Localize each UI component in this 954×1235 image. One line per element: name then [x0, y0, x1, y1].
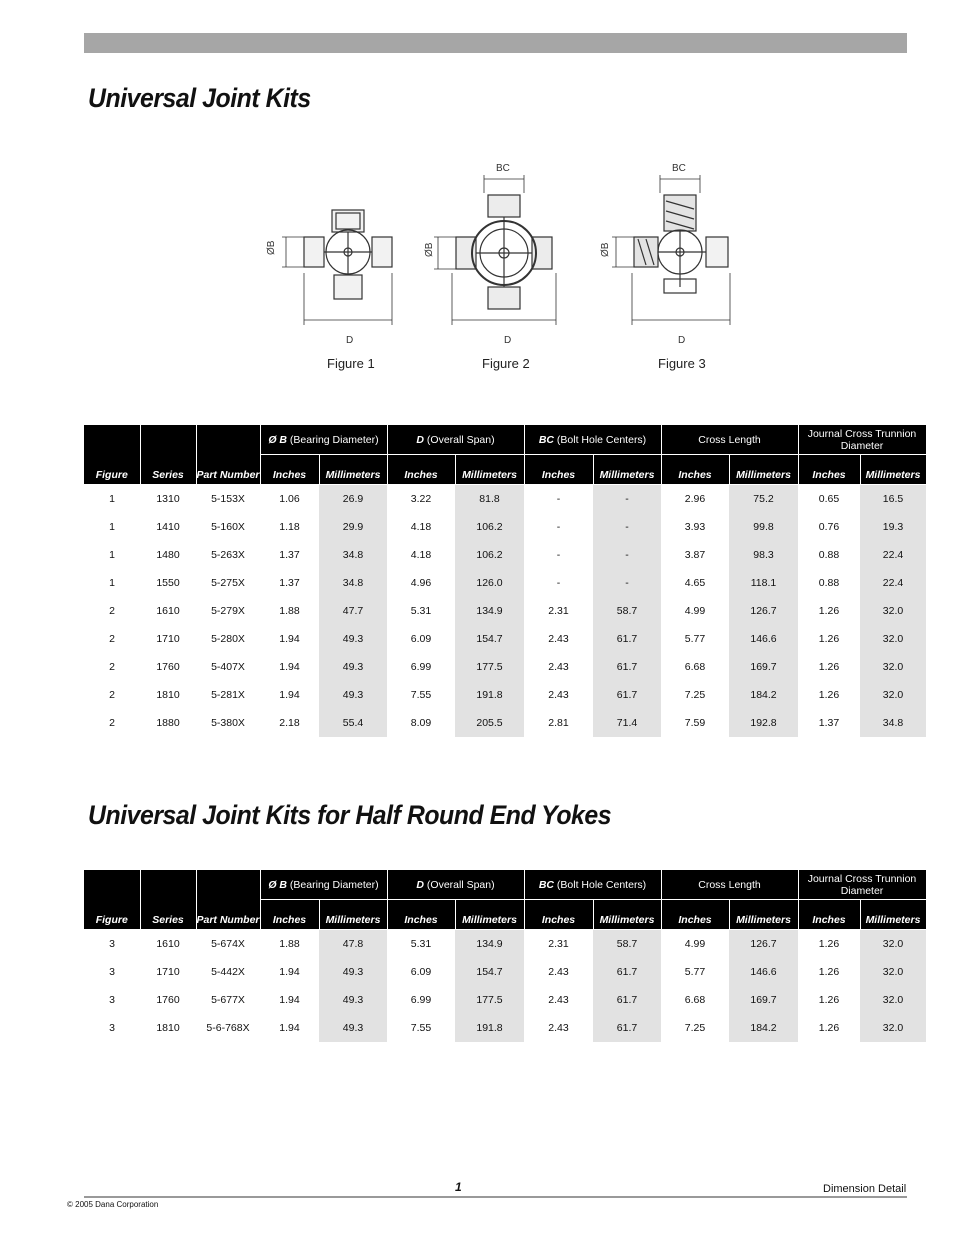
table-cell: 2.43	[548, 1022, 569, 1034]
sub-millimeters: Millimeters	[455, 455, 524, 485]
table-cell: 34.8	[319, 569, 387, 597]
table-cell: 0.65	[818, 493, 840, 505]
table-cell: 1710	[156, 966, 180, 978]
table-cell: 32.0	[860, 1014, 926, 1042]
table-cell: 1710	[156, 633, 180, 645]
table-cell: 5.77	[684, 966, 706, 978]
table-cell: 3	[109, 938, 115, 950]
sub-inches: Inches	[260, 455, 319, 485]
table-cell: 61.7	[593, 625, 661, 653]
table-cell: 5.31	[410, 938, 432, 950]
table-cell: 16.5	[860, 485, 926, 514]
group-overall-span: D (Overall Span)	[387, 425, 524, 455]
table-cell: 49.3	[319, 625, 387, 653]
table-cell: 61.7	[593, 681, 661, 709]
table-cell: 32.0	[860, 653, 926, 681]
table-cell: 49.3	[319, 681, 387, 709]
fig2-bc-label: BC	[496, 163, 510, 174]
table-cell: 32.0	[860, 625, 926, 653]
sub-millimeters: Millimeters	[319, 455, 387, 485]
table-cell: 32.0	[860, 930, 926, 959]
table-cell: 3.93	[684, 521, 706, 533]
table-cell: -	[556, 549, 561, 561]
table-cell: 8.09	[410, 717, 432, 729]
sub-inches: Inches	[387, 900, 455, 930]
table-cell: 2.43	[548, 689, 569, 701]
fig1-b-label: ØB	[266, 240, 277, 255]
table-cell: 1.26	[818, 661, 840, 673]
table-cell: 1.94	[279, 661, 300, 673]
table-cell: 19.3	[860, 513, 926, 541]
table-cell: 7.59	[684, 717, 706, 729]
sub-inches: Inches	[524, 900, 593, 930]
sub-millimeters: Millimeters	[593, 455, 661, 485]
table-cell: 7.25	[684, 1022, 706, 1034]
table-cell: 2	[109, 605, 115, 617]
table-cell: 134.9	[455, 597, 524, 625]
table-cell: 6.09	[410, 966, 432, 978]
table-cell: 61.7	[593, 958, 661, 986]
table-cell: 1.26	[818, 1022, 840, 1034]
table-row	[84, 653, 926, 681]
table-cell: 1.94	[279, 689, 300, 701]
table-row	[84, 513, 926, 541]
table-cell: 1410	[156, 521, 180, 533]
table-cell: 81.8	[455, 485, 524, 514]
table-cell: 3.22	[410, 493, 432, 505]
table-cell: 1810	[156, 1022, 180, 1034]
table-cell: 154.7	[455, 625, 524, 653]
table-cell: 2.43	[548, 633, 569, 645]
table-cell: 106.2	[455, 541, 524, 569]
fig3-b-label: ØB	[600, 242, 611, 257]
table-cell: 49.3	[319, 958, 387, 986]
table-row	[84, 541, 926, 569]
group-bearing-diameter: Ø B (Bearing Diameter)	[260, 425, 387, 455]
table-cell: 1760	[156, 994, 180, 1006]
table-cell: 2.43	[548, 661, 569, 673]
sub-millimeters: Millimeters	[455, 900, 524, 930]
table-cell: 5-263X	[211, 549, 245, 561]
figure-2-drawing	[434, 175, 556, 325]
figure-2-caption: Figure 2	[482, 356, 530, 371]
table-cell: 61.7	[593, 1014, 661, 1042]
table-cell: 5-407X	[211, 661, 245, 673]
table-cell: 3	[109, 966, 115, 978]
table-cell: 34.8	[319, 541, 387, 569]
table-cell: 1.88	[279, 605, 300, 617]
table-cell: 184.2	[729, 681, 798, 709]
half-round-end-yokes-table	[84, 870, 927, 1042]
table-cell: 169.7	[729, 653, 798, 681]
col-series: Series	[140, 425, 196, 485]
sub-inches: Inches	[387, 455, 455, 485]
table-row	[84, 681, 926, 709]
table-cell: 5-6-768X	[206, 1022, 250, 1034]
table-cell: 0.88	[818, 577, 840, 589]
fig2-b-label: ØB	[424, 242, 435, 257]
group-journal-diameter: Journal Cross Trunnion Diameter	[798, 425, 926, 455]
table-cell: 58.7	[593, 930, 661, 959]
table-cell: 191.8	[455, 1014, 524, 1042]
table-cell: 4.96	[410, 577, 432, 589]
table-cell: 2.96	[684, 493, 706, 505]
table-cell: 2.18	[279, 717, 300, 729]
footer-rule	[84, 1196, 907, 1198]
table-cell: 1.26	[818, 994, 840, 1006]
table-cell: 6.68	[684, 994, 706, 1006]
table-cell: 184.2	[729, 1014, 798, 1042]
table-cell: 5-280X	[211, 633, 245, 645]
table-cell: 22.4	[860, 569, 926, 597]
group-overall-span: D (Overall Span)	[387, 870, 524, 900]
table-cell: -	[556, 493, 561, 505]
table-cell: 177.5	[455, 986, 524, 1014]
col-part-number: Part Number	[196, 870, 260, 930]
table-row	[84, 1014, 926, 1042]
sub-millimeters: Millimeters	[860, 455, 926, 485]
table-cell: 126.7	[729, 597, 798, 625]
table-cell: 3	[109, 994, 115, 1006]
table-cell: 1.18	[279, 521, 300, 533]
table-cell: 1.26	[818, 689, 840, 701]
table-cell: 5.77	[684, 633, 706, 645]
table-cell: 146.6	[729, 958, 798, 986]
table-cell: 192.8	[729, 709, 798, 737]
table-cell: 4.99	[684, 605, 706, 617]
table-cell: -	[593, 541, 661, 569]
table-cell: 1310	[156, 493, 180, 505]
table-cell: 47.7	[319, 597, 387, 625]
table-cell: 32.0	[860, 597, 926, 625]
page-number: 1	[455, 1180, 462, 1194]
sub-millimeters: Millimeters	[860, 900, 926, 930]
table-cell: 1.26	[818, 938, 840, 950]
table-row	[84, 625, 926, 653]
section-title-universal-joint-kits: Universal Joint Kits	[88, 83, 311, 113]
table-cell: 71.4	[593, 709, 661, 737]
table-cell: 3.87	[684, 549, 706, 561]
table-cell: 5-442X	[211, 966, 245, 978]
table-cell: 34.8	[860, 709, 926, 737]
table-cell: 191.8	[455, 681, 524, 709]
table-cell: 5-380X	[211, 717, 245, 729]
sub-millimeters: Millimeters	[319, 900, 387, 930]
group-cross-length: Cross Length	[661, 870, 798, 900]
table-cell: 1550	[156, 577, 180, 589]
table-cell: 1880	[156, 717, 180, 729]
table-cell: 2.81	[548, 717, 569, 729]
col-part-number: Part Number	[196, 425, 260, 485]
table-row	[84, 569, 926, 597]
sub-inches: Inches	[524, 455, 593, 485]
table-cell: 1	[109, 549, 115, 561]
table-cell: 32.0	[860, 681, 926, 709]
table-cell: 1.37	[818, 717, 840, 729]
table-cell: 7.55	[410, 1022, 432, 1034]
table-cell: 1.37	[279, 549, 300, 561]
table-cell: 32.0	[860, 986, 926, 1014]
table-cell: 0.88	[818, 549, 840, 561]
table-cell: 2	[109, 717, 115, 729]
table-cell: 5-153X	[211, 493, 245, 505]
table-cell: 1	[109, 493, 115, 505]
table-cell: 1	[109, 577, 115, 589]
group-cross-length: Cross Length	[661, 425, 798, 455]
table-row	[84, 597, 926, 625]
table-cell: -	[593, 485, 661, 514]
table-cell: 1610	[156, 938, 180, 950]
group-bearing-diameter: Ø B (Bearing Diameter)	[260, 870, 387, 900]
table-cell: 5-275X	[211, 577, 245, 589]
table1-body	[84, 485, 926, 738]
table-cell: 4.65	[684, 577, 706, 589]
table-cell: 1.26	[818, 966, 840, 978]
table-cell: 2.31	[548, 938, 569, 950]
fig2-d-label: D	[504, 335, 512, 346]
table-cell: 22.4	[860, 541, 926, 569]
table-cell: 61.7	[593, 986, 661, 1014]
table-cell: 2.43	[548, 966, 569, 978]
table-cell: 98.3	[729, 541, 798, 569]
u-joint-figures-svg	[260, 155, 740, 380]
table-cell: 3	[109, 1022, 115, 1034]
table-row	[84, 709, 926, 737]
table-cell: 1.26	[818, 633, 840, 645]
table-cell: 6.99	[410, 661, 432, 673]
table-cell: 32.0	[860, 958, 926, 986]
sub-inches: Inches	[661, 900, 729, 930]
table-cell: 146.6	[729, 625, 798, 653]
group-bolt-hole-centers: BC (Bolt Hole Centers)	[524, 870, 661, 900]
sub-inches: Inches	[798, 455, 860, 485]
table-cell: 6.09	[410, 633, 432, 645]
table-cell: 2	[109, 661, 115, 673]
table-cell: 134.9	[455, 930, 524, 959]
table-cell: 1.94	[279, 966, 300, 978]
table-cell: 49.3	[319, 986, 387, 1014]
footer-section-label: Dimension Detail	[823, 1183, 907, 1195]
table-cell: 1	[109, 521, 115, 533]
table-cell: 1810	[156, 689, 180, 701]
table-cell: 1.37	[279, 577, 300, 589]
table-cell: 4.18	[410, 549, 432, 561]
table-cell: 1.88	[279, 938, 300, 950]
table-cell: 7.55	[410, 689, 432, 701]
table-cell: 47.8	[319, 930, 387, 959]
table-cell: 1.94	[279, 994, 300, 1006]
table-cell: 61.7	[593, 653, 661, 681]
table-cell: 1.26	[818, 605, 840, 617]
table-cell: 5-281X	[211, 689, 245, 701]
table-cell: 4.99	[684, 938, 706, 950]
table-cell: 2	[109, 633, 115, 645]
sub-inches: Inches	[260, 900, 319, 930]
figures-diagram	[260, 155, 740, 380]
table2-body	[84, 930, 926, 1043]
figure-3-drawing	[612, 175, 730, 325]
figure-1-drawing	[282, 210, 392, 325]
table-cell: 2.31	[548, 605, 569, 617]
table-cell: 205.5	[455, 709, 524, 737]
col-figure: Figure	[84, 870, 140, 930]
table-cell: 75.2	[729, 485, 798, 514]
table-cell: -	[556, 577, 561, 589]
table-row	[84, 485, 926, 514]
table-cell: 1760	[156, 661, 180, 673]
table-cell: 99.8	[729, 513, 798, 541]
table-cell: -	[593, 513, 661, 541]
top-header-bar	[84, 33, 907, 53]
copyright: © 2005 Dana Corporation	[67, 1200, 159, 1209]
figure-3-caption: Figure 3	[658, 356, 706, 371]
sub-millimeters: Millimeters	[729, 900, 798, 930]
fig3-d-label: D	[678, 335, 686, 346]
table-cell: -	[556, 521, 561, 533]
section-title-half-round-end-yokes: Universal Joint Kits for Half Round End Yokes	[88, 800, 612, 830]
col-series: Series	[140, 870, 196, 930]
table-row	[84, 958, 926, 986]
table-cell: 118.1	[729, 569, 798, 597]
table-cell: 1480	[156, 549, 180, 561]
table-cell: 49.3	[319, 653, 387, 681]
table-cell: 5.31	[410, 605, 432, 617]
table-cell: 29.9	[319, 513, 387, 541]
table-cell: 5-160X	[211, 521, 245, 533]
table-cell: 1.06	[279, 493, 300, 505]
table-cell: 7.25	[684, 689, 706, 701]
sub-millimeters: Millimeters	[593, 900, 661, 930]
table-cell: 1.94	[279, 1022, 300, 1034]
table-cell: 6.99	[410, 994, 432, 1006]
table-cell: 1.94	[279, 633, 300, 645]
table-cell: 1610	[156, 605, 180, 617]
table-cell: 0.76	[818, 521, 840, 533]
table-cell: 26.9	[319, 485, 387, 514]
figure-1-caption: Figure 1	[327, 356, 375, 371]
group-bolt-hole-centers: BC (Bolt Hole Centers)	[524, 425, 661, 455]
table-cell: 58.7	[593, 597, 661, 625]
table-row	[84, 986, 926, 1014]
col-figure: Figure	[84, 425, 140, 485]
table-cell: 154.7	[455, 958, 524, 986]
table-row	[84, 930, 926, 959]
table-cell: -	[593, 569, 661, 597]
fig1-d-label: D	[346, 335, 354, 346]
group-journal-diameter: Journal Cross Trunnion Diameter	[798, 870, 926, 900]
sub-inches: Inches	[798, 900, 860, 930]
table-cell: 2	[109, 689, 115, 701]
table-cell: 5-279X	[211, 605, 245, 617]
sub-inches: Inches	[661, 455, 729, 485]
table-cell: 106.2	[455, 513, 524, 541]
sub-millimeters: Millimeters	[729, 455, 798, 485]
table-cell: 49.3	[319, 1014, 387, 1042]
table-cell: 177.5	[455, 653, 524, 681]
table-cell: 6.68	[684, 661, 706, 673]
table-cell: 169.7	[729, 986, 798, 1014]
table-cell: 126.0	[455, 569, 524, 597]
table-cell: 2.43	[548, 994, 569, 1006]
table-cell: 5-677X	[211, 994, 245, 1006]
universal-joint-kits-table	[84, 425, 927, 737]
table-cell: 55.4	[319, 709, 387, 737]
table-cell: 126.7	[729, 930, 798, 959]
fig3-bc-label: BC	[672, 163, 686, 174]
table-cell: 4.18	[410, 521, 432, 533]
table-cell: 5-674X	[211, 938, 245, 950]
